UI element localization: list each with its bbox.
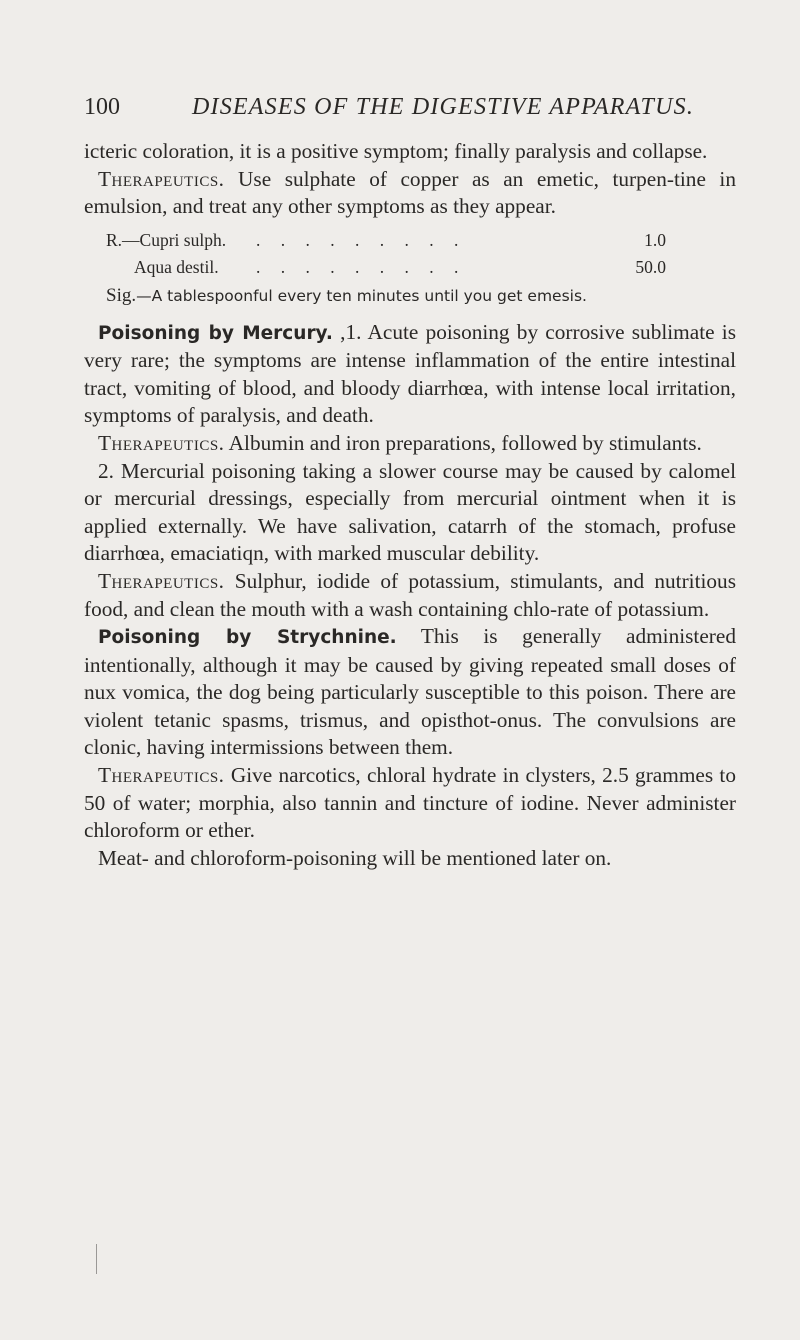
section-heading-mercury: Poisoning by Mercury. — [98, 322, 333, 344]
prescription-ingredient: R.—Cupri sulph. — [106, 229, 227, 250]
paragraph-collapse: icteric coloration, it is a positive symptom; finally paralysis and collapse. — [84, 139, 708, 163]
signa-text: —A tablespoonful every ten minutes until you get emesis. — [136, 286, 587, 305]
prescription-amount: 1.0 — [644, 229, 666, 250]
paragraph-mercurial-slow: 2. Mercurial poisoning taking a slower course may be caused by calomel or mercurial dressings, especially from mercurial ointment when it is applied externally. We have salivation, catarrh of the stomach, profuse diarrhœa, emaciatiqn, with marked muscular debility. — [84, 458, 736, 566]
therapeutics-label: Therapeutics. — [98, 166, 225, 191]
therapeutics-text: Albumin and iron preparations, followed by stimulants. — [224, 430, 702, 455]
paragraph-therapeutics-narcotics — [84, 762, 736, 845]
therapeutics-label: Therapeutics. — [98, 430, 225, 455]
section-heading-strychnine: Poisoning by Strychnine. — [98, 627, 397, 649]
paragraph-mercury — [84, 319, 736, 430]
leader-dots: . . . . . . . . . — [256, 229, 467, 250]
page-number: 100 — [84, 94, 120, 120]
prescription — [84, 227, 736, 282]
therapeutics-text: Sulphur, iodide of potassium, stimulants, and nutritious food, and clean the mouth with a wash containing chlo-rate of potassium. — [84, 568, 736, 621]
therapeutics-label: Therapeutics. — [98, 568, 225, 593]
leader-dots: . . . . . . . . . — [256, 257, 467, 278]
mercury-text: ,1. Acute poisoning by corrosive sublimate is very rare; the symptoms are intense inflammation of the entire intestinal tract, vomiting of blood, and bloody diarrhœa, with intense local irritation, symptoms of paralysis, and death. — [84, 319, 736, 428]
page-body — [84, 138, 736, 872]
strychnine-text: This is generally administered intentionally, although it may be caused by giving repeated small doses of nux vomica, the dog being particularly susceptible to this poison. There are violent tetanic spasms, trismus, and opisthot-onus. The convulsions are clonic, having intermissions between them. — [84, 624, 736, 760]
therapeutics-text: Use sulphate of copper as an emetic, turpen-tine in emulsion, and treat any other symptoms as they appear. — [84, 166, 736, 219]
prescription-ingredient: Aqua destil. — [134, 257, 219, 278]
paragraph-therapeutics-albumin — [84, 430, 736, 458]
prescription-amount: 50.0 — [635, 257, 666, 278]
running-title: DISEASES OF THE DIGESTIVE APPARATUS. — [192, 94, 695, 120]
therapeutics-label: Therapeutics. — [98, 763, 225, 788]
paragraph-therapeutics-copper — [84, 166, 736, 221]
page-header — [84, 94, 734, 130]
paragraph-meat-poisoning: Meat- and chloroform-poisoning will be mentioned later on. — [98, 845, 612, 870]
paragraph-strychnine — [84, 623, 736, 762]
prescription-signa — [84, 282, 736, 311]
page-mark — [96, 1244, 101, 1274]
signa-label: Sig. — [106, 284, 137, 306]
prescription-line — [106, 254, 736, 282]
paragraph-therapeutics-sulphur — [84, 568, 736, 623]
prescription-line — [106, 227, 736, 255]
therapeutics-text: Give narcotics, chloral hydrate in clysters, 2.5 grammes to 50 of water; morphia, also tannin and tincture of iodine. Never administer chloroform or ether. — [84, 763, 736, 843]
